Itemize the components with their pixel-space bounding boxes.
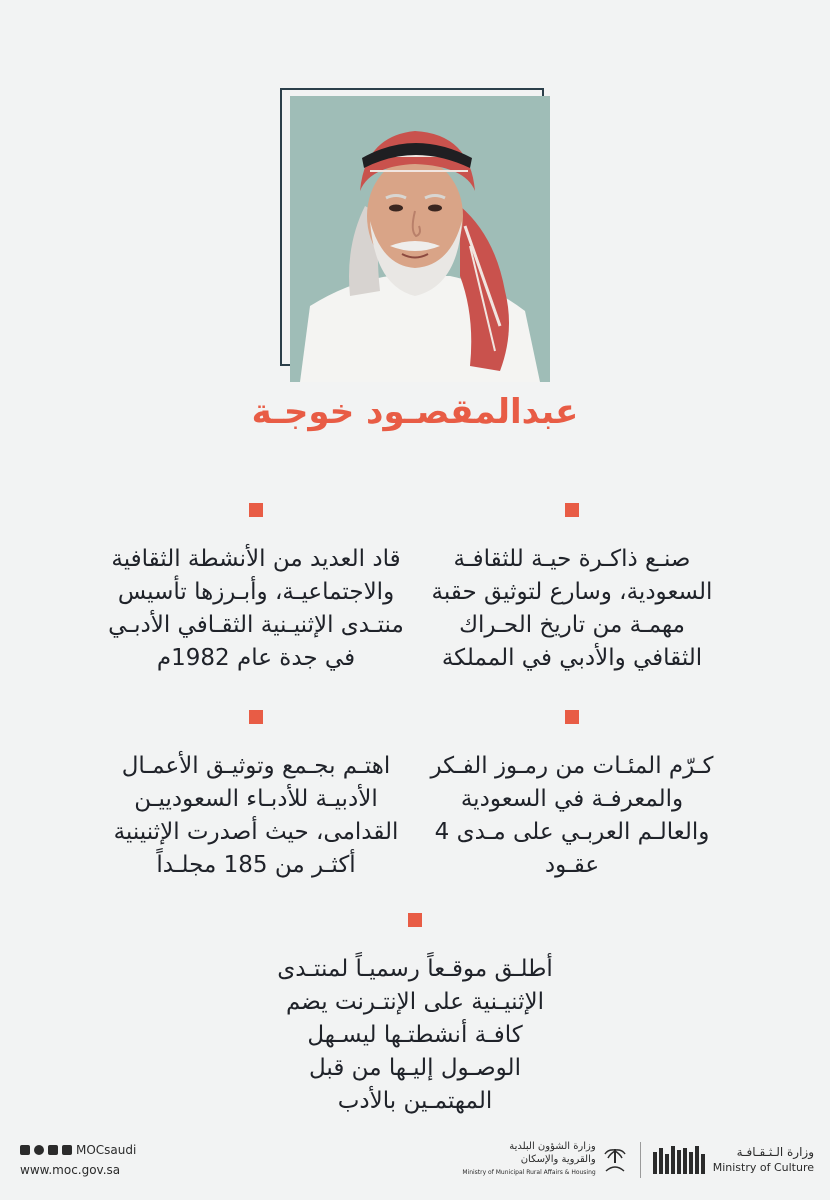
- website-link[interactable]: www.moc.gov.sa: [20, 1163, 121, 1177]
- footer-contact: [20, 1143, 136, 1177]
- youtube-icon[interactable]: [62, 1145, 72, 1155]
- footer-logos: [462, 1140, 814, 1179]
- ministry-of-culture-logo: [653, 1145, 814, 1175]
- fact-item-4: [106, 710, 406, 882]
- person-name: عبدالمقصـود خوجـة: [251, 392, 579, 432]
- logo-divider: [640, 1142, 641, 1178]
- fact-text: قاد العديد من الأنشطة الثقافية والاجتماعيـة، وأبـرزها تأسيس منتـدى الإثنيـنية الثقـافي الأدبـي في جدة عام 1982م: [108, 546, 404, 671]
- portrait-illustration: [290, 96, 550, 382]
- twitter-icon[interactable]: [20, 1145, 30, 1155]
- fact-text: اهتـم بجـمع وتوثيـق الأعمـال الأدبيـة للأدبـاء السعودييـن القدامى، حيث أصدرت الإثنينية أكثـر من 185 مجلـداً: [113, 753, 399, 878]
- snapchat-icon[interactable]: [48, 1145, 58, 1155]
- fact-text: صنـع ذاكـرة حيـة للثقافـة السعودية، وسارع لتوثيق حقبة مهمـة من تاريخ الحـراك الثقافي والأدبي في المملكة: [431, 546, 713, 671]
- instagram-icon[interactable]: [34, 1145, 44, 1155]
- momrah-name-ar-1: وزارة الشؤون البلدية: [509, 1141, 596, 1152]
- fact-item-2: [106, 503, 406, 675]
- social-links: [20, 1143, 136, 1157]
- momrah-logo: [462, 1140, 627, 1179]
- square-marker-icon: [249, 503, 263, 517]
- fact-text: كـرّم المئـات من رمـوز الفـكر والمعرفـة في السعودية والعالـم العربـي على مـدى 4 عقـود: [430, 753, 714, 878]
- fact-item-1: [422, 503, 722, 675]
- moc-books-icon: [653, 1146, 705, 1174]
- fact-item-5: [265, 913, 565, 1118]
- social-handle[interactable]: MOCsaudi: [76, 1143, 137, 1157]
- square-marker-icon: [565, 503, 579, 517]
- fact-item-3: [422, 710, 722, 882]
- square-marker-icon: [565, 710, 579, 724]
- moc-name-en: Ministry of Culture: [712, 1160, 814, 1174]
- momrah-name-ar-2: والقروية والإسكان: [520, 1154, 596, 1165]
- fact-text: أطلـق موقـعاً رسميـاً لمنتـدى الإثنيـنية على الإنتـرنت يضم كافـة أنشطتـها ليسـهل الوصـول إليـها من قبل المهتمـين بالأدب: [277, 956, 553, 1114]
- square-marker-icon: [249, 710, 263, 724]
- moc-name-ar: وزارة الـثـقـافـة: [736, 1144, 814, 1159]
- square-marker-icon: [408, 913, 422, 927]
- momrah-name-en: Ministry of Municipal Rural Affairs & Housing: [462, 1169, 596, 1176]
- palm-swords-emblem-icon: [602, 1145, 628, 1175]
